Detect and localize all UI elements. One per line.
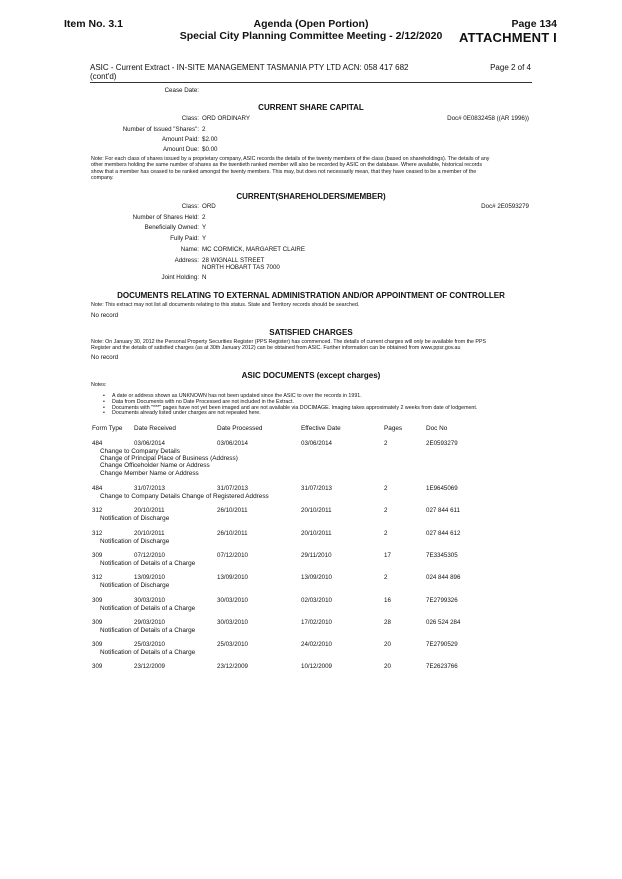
bullet-icon: • — [103, 398, 105, 405]
table-cell: 7E2790529 — [426, 641, 458, 648]
bullet-icon: • — [103, 393, 105, 399]
field-value: Y — [202, 235, 207, 242]
extract-continued: (cont'd) — [90, 72, 117, 81]
table-cell: 7E2799326 — [426, 597, 458, 604]
extract-title: ASIC - Current Extract - IN-SITE MANAGEMENT TASMANIA PTY LTD ACN: 058 417 682 — [90, 63, 409, 72]
table-cell: 31/07/2013 — [134, 485, 165, 492]
table-cell: 25/03/2010 — [134, 641, 165, 648]
table-cell: 2 — [384, 530, 388, 537]
table-cell: 23/12/2009 — [217, 663, 248, 670]
field-label: Amount Due: — [162, 146, 199, 153]
note-bullet: Documents with "***" pages have not yet been imaged and are not available via DOCIMAGE. Imaging takes approximately 2 weeks from date of lodgement. — [112, 404, 478, 411]
table-cell: 2E0593279 — [426, 440, 458, 447]
table-cell: 29/11/2010 — [301, 552, 332, 559]
field-value: $0.00 — [202, 146, 218, 153]
table-cell: 309 — [92, 619, 103, 626]
table-cell: 312 — [92, 574, 103, 581]
table-cell: 16 — [384, 597, 391, 604]
field-value: ORD ORDINARY — [202, 115, 251, 122]
table-cell: 30/03/2010 — [217, 619, 248, 626]
table-cell: 26/10/2011 — [217, 507, 248, 514]
share-capital-note — [91, 156, 531, 181]
table-cell: 30/03/2010 — [217, 597, 248, 604]
table-cell: 25/03/2010 — [217, 641, 248, 648]
shareholders-doc: Doc# 2E0593279 — [481, 203, 529, 210]
external-admin-heading: DOCUMENTS RELATING TO EXTERNAL ADMINISTRATION AND/OR APPOINTMENT OF CONTROLLER — [117, 291, 505, 300]
page-number: Page 134 — [511, 18, 557, 30]
column-header: Doc No — [426, 425, 448, 432]
column-header: Date Received — [134, 425, 176, 432]
table-cell: 027 844 611 — [426, 507, 460, 514]
extract-page: Page 2 of 4 — [490, 63, 531, 72]
document-description: Notification of Details of a Charge — [100, 648, 196, 656]
field-label: Joint Holding: — [161, 274, 199, 281]
table-cell: 31/07/2013 — [217, 485, 248, 492]
table-cell: 07/12/2010 — [217, 552, 248, 559]
table-cell: 03/06/2014 — [217, 440, 248, 447]
document-description: Notification of Discharge — [100, 514, 170, 522]
table-cell: 29/03/2010 — [134, 619, 165, 626]
document-description: Change Officeholder Name or Address — [100, 462, 210, 470]
field-value: ORD — [202, 203, 216, 210]
field-label: Name: — [180, 246, 199, 253]
field-label: Address: — [174, 257, 199, 264]
document-description: Notification of Details of a Charge — [100, 626, 196, 634]
item-number: Item No. 3.1 — [64, 18, 123, 30]
table-cell: 309 — [92, 552, 103, 559]
bullet-icon: • — [103, 410, 105, 417]
note-line: Note: On January 30, 2012 the Personal Property Securities Register (PPS Register) has commenced. The details of current charges will only be available from the PPS — [91, 339, 487, 345]
table-cell: 484 — [92, 485, 103, 492]
document-description: Change of Principal Place of Business (Address) — [100, 454, 238, 462]
note-bullet: A date or address shown as UNKNOWN has not been updated since the ASIC to over the records in 1991. — [112, 393, 362, 399]
share-capital-heading: CURRENT SHARE CAPITAL — [258, 103, 364, 112]
satisfied-charges-note — [91, 339, 531, 352]
table-cell: 309 — [92, 597, 103, 604]
table-cell: 02/03/2010 — [301, 597, 332, 604]
field-value: N — [202, 274, 207, 281]
table-cell: 20 — [384, 663, 391, 670]
table-cell: 309 — [92, 663, 103, 670]
attachment-label: ATTACHMENT I — [459, 30, 557, 45]
table-cell: 024 844 896 — [426, 574, 461, 581]
field-label: Fully Paid: — [170, 235, 199, 242]
field-value: 2 — [202, 214, 206, 221]
document-description: Notification of Discharge — [100, 581, 170, 589]
agenda-title: Agenda (Open Portion) — [253, 18, 369, 30]
table-cell: 20/10/2011 — [301, 530, 332, 537]
field-value: 28 WIGNALL STREET — [202, 257, 265, 264]
table-cell: 03/06/2014 — [134, 440, 165, 447]
table-cell: 13/09/2010 — [217, 574, 248, 581]
table-cell: 7E3345305 — [426, 552, 458, 559]
header-divider — [90, 82, 532, 83]
note-bullet: Data from Documents with no Date Processed are not included in the Extract. — [112, 398, 294, 405]
column-header: Pages — [384, 425, 403, 432]
table-cell: 027 844 612 — [426, 530, 461, 537]
table-cell: 1E9645069 — [426, 485, 458, 492]
document-description: Notification of Details of a Charge — [100, 559, 196, 567]
table-cell: 31/07/2013 — [301, 485, 332, 492]
table-cell: 17 — [384, 552, 391, 559]
asic-documents-heading: ASIC DOCUMENTS (except charges) — [241, 371, 381, 380]
table-cell: 20/10/2011 — [301, 507, 332, 514]
table-cell: 484 — [92, 440, 103, 447]
table-cell: 2 — [384, 507, 388, 514]
table-cell: 23/12/2009 — [134, 663, 165, 670]
note-line: Note: For each class of shares issued by a proprietary company, ASIC records the details of the twenty members of the class (based on shareholdings). The details of any — [91, 156, 490, 162]
table-cell: 312 — [92, 530, 103, 537]
document-description: Change to Company Details Change of Registered Address — [100, 492, 269, 500]
table-cell: 13/09/2010 — [301, 574, 332, 581]
note-bullet: Documents already listed under charges are not repeated here. — [112, 410, 261, 417]
table-cell: 2 — [384, 574, 388, 581]
column-header: Form Type — [92, 425, 123, 432]
notes-label: Notes: — [91, 382, 107, 388]
table-cell: 20/10/2011 — [134, 530, 165, 537]
external-admin-note: Note: This extract may not list all documents relating to this status. State and Territory records should be searched. — [91, 302, 360, 308]
note-line: show that a member has ceased to be ranked amongst the twenty members. This may, but does not necessarily mean, that they have ceased to be a member of the — [91, 168, 477, 175]
table-cell: 20/10/2011 — [134, 507, 165, 514]
table-cell: 17/02/2010 — [301, 619, 332, 626]
field-label: Amount Paid: — [161, 136, 199, 143]
field-label: Number of Issued "Shares": — [122, 126, 199, 133]
meeting-title: Special City Planning Committee Meeting - 2/12/2020 — [179, 30, 443, 42]
field-value: MC CORMICK, MARGARET CLAIRE — [202, 246, 306, 253]
note-line: company. — [91, 174, 114, 181]
field-value: NORTH HOBART TAS 7000 — [202, 264, 280, 271]
column-header: Effective Date — [301, 425, 341, 432]
satisfied-charges-heading: SATISFIED CHARGES — [269, 328, 353, 337]
table-cell: 2 — [384, 485, 388, 492]
note-line: other members holding the same number of shares as the twentieth ranked member will also be recorded by ASIC on the database. Where available, historical records — [91, 162, 482, 169]
document-description: Change Member Name or Address — [100, 469, 199, 477]
table-cell: 309 — [92, 641, 103, 648]
external-admin-record: No record — [91, 312, 119, 319]
column-header: Date Processed — [217, 425, 263, 432]
field-label: Class: — [181, 203, 199, 210]
satisfied-charges-record: No record — [91, 354, 119, 361]
table-cell: 03/06/2014 — [301, 440, 332, 447]
table-cell: 20 — [384, 641, 391, 648]
table-cell: 026 524 284 — [426, 619, 461, 626]
table-cell: 30/03/2010 — [134, 597, 165, 604]
note-line: Register and the details of satisfied charges (as at 30th January 2012) can be obtained from ASIC. Further information can be obtained from www.ppsr.gov.au — [91, 345, 461, 352]
table-cell: 28 — [384, 619, 391, 626]
table-cell: 10/12/2009 — [301, 663, 332, 670]
table-cell: 13/09/2010 — [134, 574, 165, 581]
table-cell: 2 — [384, 440, 388, 447]
table-cell: 312 — [92, 507, 103, 514]
table-cell: 26/10/2011 — [217, 530, 248, 537]
field-label: Class: — [181, 115, 199, 122]
bullet-icon: • — [103, 404, 105, 411]
document-description: Notification of Discharge — [100, 537, 170, 545]
field-value: Y — [202, 224, 207, 231]
field-value: $2.00 — [202, 136, 218, 143]
field-value: 2 — [202, 126, 206, 133]
document-description: Change to Company Details — [100, 447, 180, 455]
table-cell: 7E2623766 — [426, 663, 458, 670]
table-cell: 07/12/2010 — [134, 552, 165, 559]
cease-date-label: Cease Date: — [164, 87, 199, 94]
table-cell: 24/02/2010 — [301, 641, 332, 648]
shareholders-heading: CURRENT(SHAREHOLDERS/MEMBER) — [236, 192, 386, 201]
share-capital-doc: Doc# 0E0832458 ((AR 1996)) — [447, 115, 529, 122]
field-label: Beneficially Owned: — [144, 224, 199, 231]
document-description: Notification of Details of a Charge — [100, 604, 196, 612]
field-label: Number of Shares Held: — [132, 214, 199, 221]
